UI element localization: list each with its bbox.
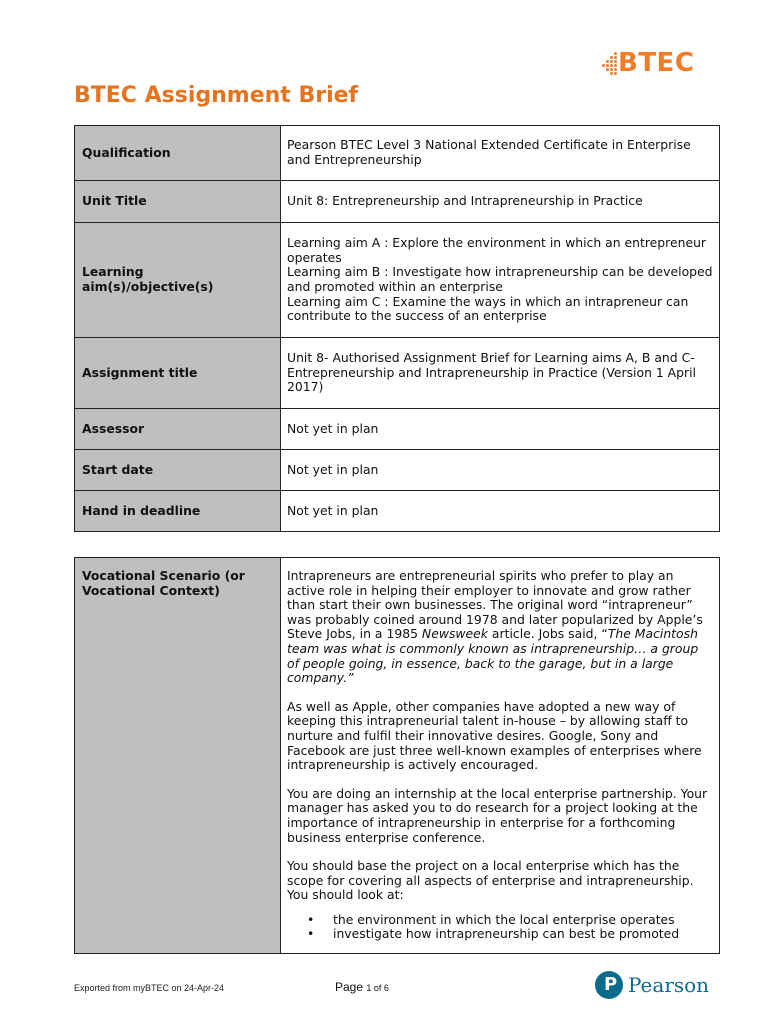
page-title: BTEC Assignment Brief: [74, 83, 359, 108]
vocational-scenario-text: [281, 558, 720, 954]
page-of: 1 of 6: [366, 983, 389, 993]
scenario-p1-quote: The Macintosh team was what is commonly known as intrapreneurship… a group of people going, in essence, back to the garage, but in a large company.”: [287, 626, 699, 686]
learning-aim-c: Learning aim C : Examine the ways in which an intrapreneur can contribute to the success of an enterprise: [287, 293, 689, 324]
pearson-logo-initial: P: [604, 974, 618, 995]
scenario-p1-newsweek: Newsweek: [421, 626, 488, 642]
table-row: [75, 409, 720, 450]
scenario-p1-text-a: Intrapreneurs are entrepreneurial spirits who prefer to play an active role in helping their employer to innovate and grow rather than start their own businesses. The original word “intrapreneur” was probably coined around 1978 and later popularized by Apple’s Steve Jobs, in a 1985: [287, 568, 703, 642]
page-word: Page: [335, 980, 364, 994]
assessor-label: Assessor: [75, 409, 281, 450]
table-row: [75, 491, 720, 532]
pearson-logo-icon: [595, 971, 623, 999]
table-row: [75, 126, 720, 181]
btec-logo: [602, 46, 702, 82]
learning-aims-label: Learning aim(s)/objective(s): [75, 223, 281, 338]
scenario-paragraph-3: You are doing an internship at the local enterprise partnership. Your manager has asked you to do research for a project looking at the importance of intrapreneurship in enterprise for a forthcoming business enterprise conference.: [287, 785, 708, 845]
pearson-logo-text: Pearson: [628, 973, 710, 997]
assignment-details-table: [74, 125, 720, 532]
list-item: • the environment in which the local enterprise operates: [307, 913, 713, 928]
assignment-title-label: Assignment title: [75, 338, 281, 409]
learning-aim-a: Learning aim A : Explore the environment in which an entrepreneur operates: [287, 235, 707, 265]
table-row: [75, 338, 720, 409]
scenario-paragraph-4: You should base the project on a local enterprise which has the scope for covering all aspects of enterprise and intrapreneurship. You should look at:: [287, 858, 694, 903]
learning-aims-value: [281, 223, 720, 338]
assignment-title-value: Unit 8- Authorised Assignment Brief for Learning aims A, B and C- Entrepreneurship and Intrapreneurship in Practice (Version 1 April 2017): [281, 338, 720, 409]
assessor-value: Not yet in plan: [281, 409, 720, 450]
start-date-label: Start date: [75, 450, 281, 491]
vocational-scenario-table: [74, 557, 720, 954]
btec-logo-text: BTEC: [618, 48, 695, 78]
page-number: [335, 980, 389, 994]
hand-in-deadline-label: Hand in deadline: [75, 491, 281, 532]
btec-logo-dots-icon: [602, 52, 618, 76]
scenario-paragraph-1: [287, 569, 713, 686]
unit-title-value: Unit 8: Entrepreneurship and Intrapreneurship in Practice: [281, 181, 720, 223]
export-info: Exported from myBTEC on 24-Apr-24: [74, 983, 225, 993]
unit-title-label: Unit Title: [75, 181, 281, 223]
list-item: • investigate how intrapreneurship can best be promoted: [307, 927, 713, 942]
vocational-scenario-label: Vocational Scenario (or Vocational Context): [75, 558, 281, 954]
table-row: [75, 558, 720, 954]
scenario-paragraph-2: As well as Apple, other companies have adopted a new way of keeping this intrapreneurial talent in-house – by allowing staff to nurture and fulfil their innovative desires. Google, Sony and Facebook are just three well-known examples of enterprises where intrapreneurship is actively encouraged.: [287, 698, 702, 773]
table-row: [75, 450, 720, 491]
hand-in-deadline-value: Not yet in plan: [281, 491, 720, 532]
qualification-label: Qualification: [75, 126, 281, 181]
qualification-value: Pearson BTEC Level 3 National Extended Certificate in Enterprise and Entrepreneurship: [281, 126, 720, 181]
scenario-bullet-list: [307, 913, 713, 942]
start-date-value: Not yet in plan: [281, 450, 720, 491]
learning-aim-b: Learning aim B : Investigate how intrapreneurship can be developed and promoted within an enterprise: [287, 264, 713, 294]
scenario-p1-text-b: article. Jobs said, “: [487, 626, 608, 642]
table-row: [75, 223, 720, 338]
table-row: [75, 181, 720, 223]
